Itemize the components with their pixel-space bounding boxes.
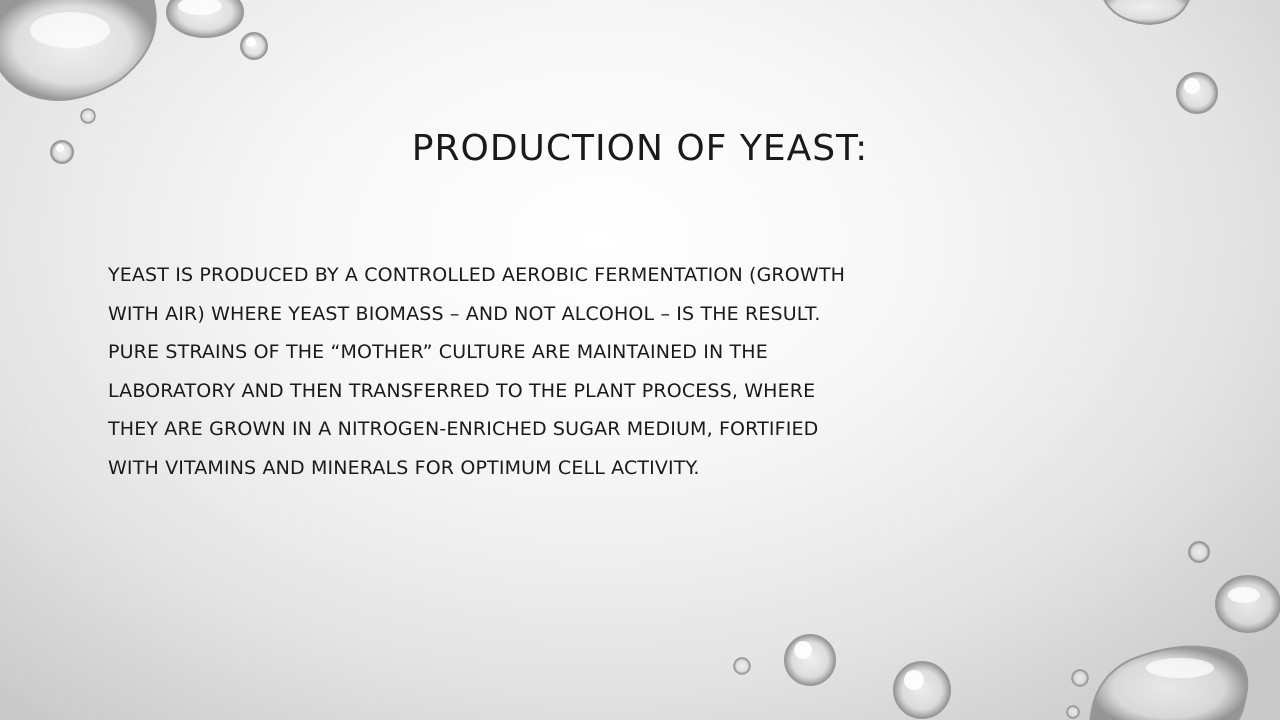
body-line: LABORATORY AND THEN TRANSFERRED TO THE PLANT PROCESS, WHERE [108,379,816,402]
body-line: PURE STRAINS OF THE “MOTHER” CULTURE ARE MAINTAINED IN THE [108,341,768,363]
drop-bottom-right-small-a [1189,542,1209,562]
drop-top-left-small-b [81,109,95,123]
drop-top-left-medium [167,0,243,37]
body-line: WITH VITAMINS AND MINERALS FOR OPTIMUM CELL ACTIVITY. [108,456,700,479]
drop-top-left-small-a [241,33,267,59]
drop-top-right-medium [1177,73,1217,113]
drop-bottom-right-small-b [1072,670,1088,686]
body-line: THEY ARE GROWN IN A NITROGEN-ENRICHED SUGAR MEDIUM, FORTIFIED [108,418,819,440]
drop-top-left-large [0,0,156,100]
slide-title: PRODUCTION OF YEAST: [411,128,869,169]
drop-top-left-small-c [51,141,73,163]
body-line: YEAST IS PRODUCED BY A CONTROLLED AEROBIC FERMENTATION (GROWTH [108,264,846,286]
drop-bottom-center-small [734,658,750,674]
drop-top-right-large [1100,0,1192,24]
drop-bottom-center-large [894,662,950,718]
drop-bottom-right-medium-a [1216,576,1280,632]
drop-bottom-right-small-c [1067,706,1079,718]
drop-bottom-right-large [1090,647,1247,720]
drop-bottom-center-medium [785,635,835,685]
body-line: WITH AIR) WHERE YEAST BIOMASS – AND NOT ALCOHOL – IS THE RESULT. [108,302,821,325]
slide-body [108,256,988,487]
